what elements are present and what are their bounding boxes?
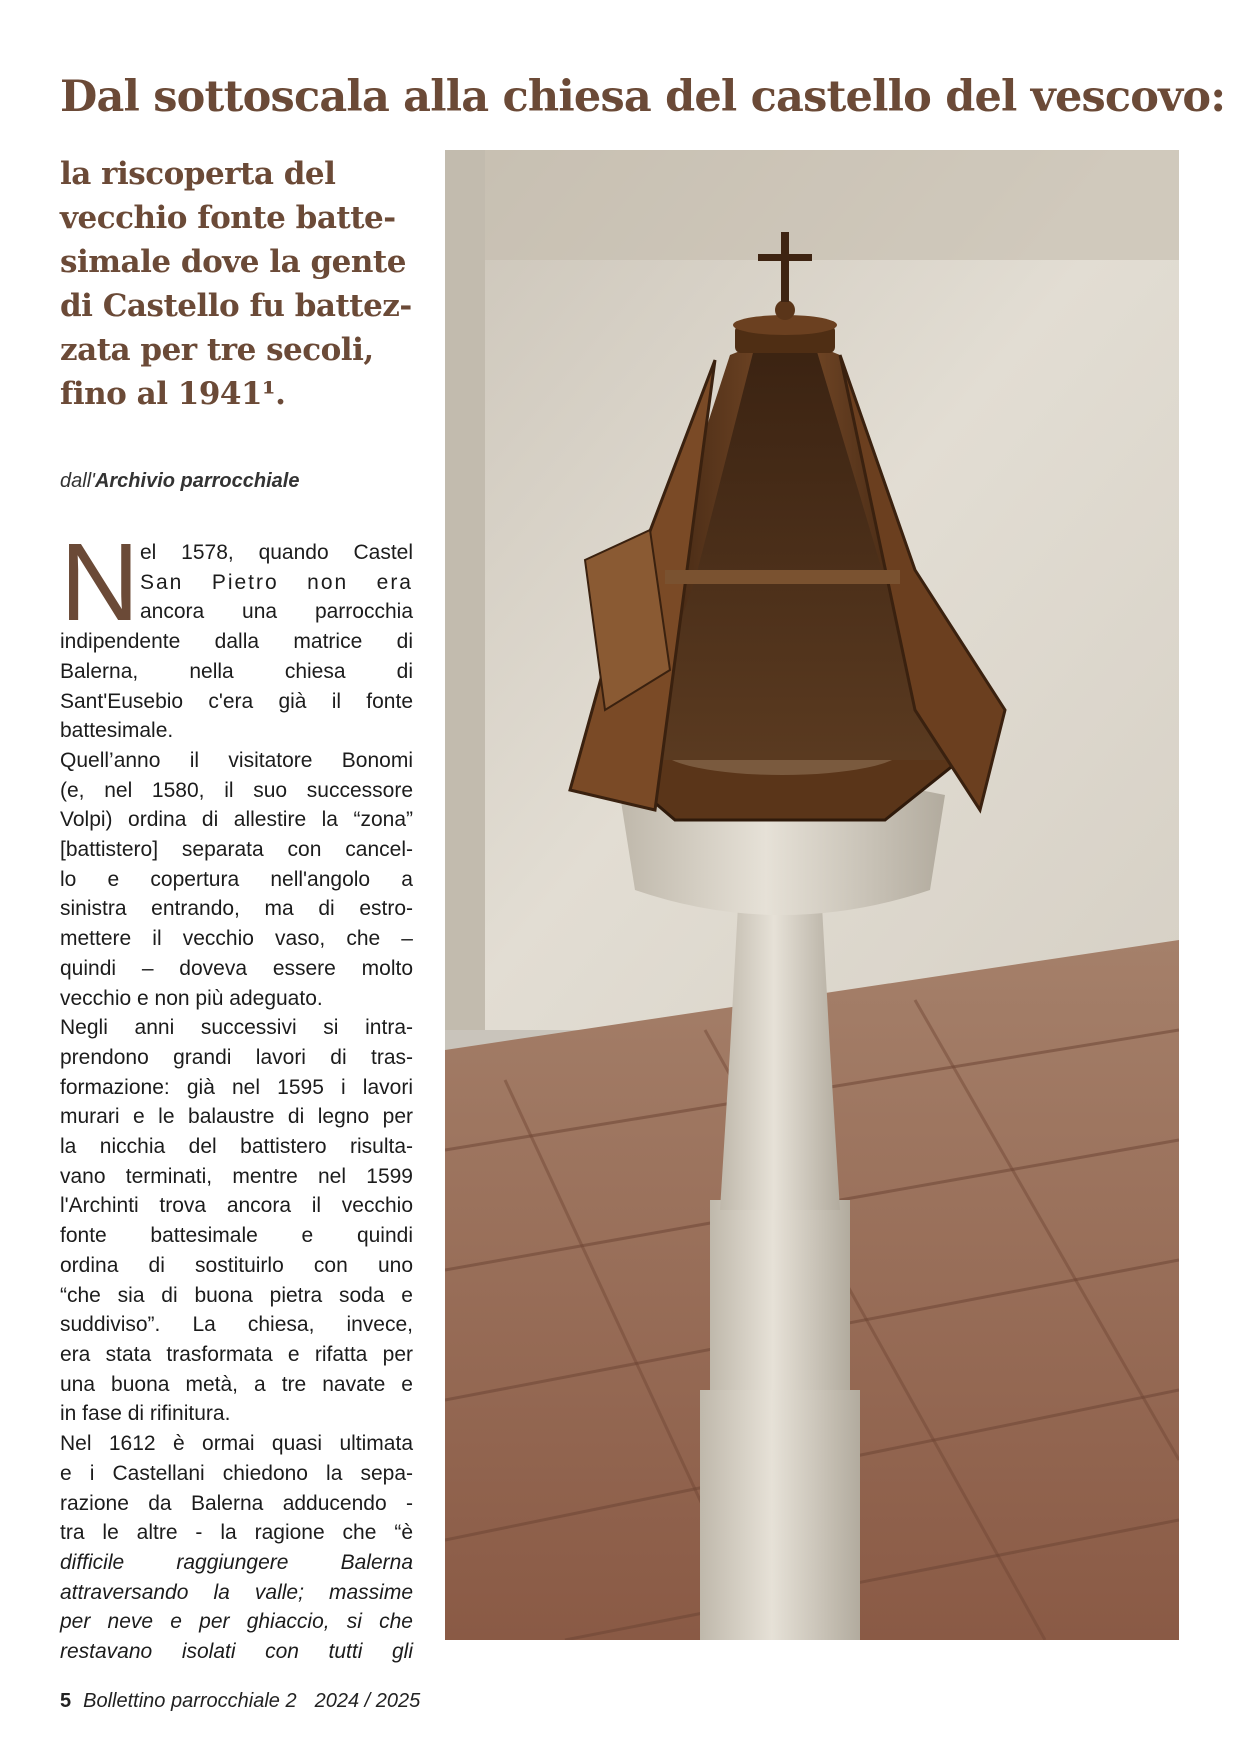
body-line: battesimale. — [60, 719, 174, 743]
body-line: ancora una parrocchia — [140, 600, 413, 624]
page-footer — [60, 1690, 420, 1713]
body-line: Nel 1612 è ormai quasi ultimata — [60, 1432, 413, 1456]
body-line: prendono grandi lavori di tras- — [60, 1045, 413, 1069]
body-line: ordina di sostituirlo con uno — [60, 1253, 413, 1277]
subtitle-line: di Castello fu battez- — [60, 288, 412, 324]
body-line: Sant'Eusebio c'era già il fonte — [60, 689, 413, 713]
body-line: lo e copertura nell'angolo a — [60, 867, 413, 891]
baptismal-font-photo — [445, 150, 1179, 1640]
body-line: mettere il vecchio vaso, che – — [60, 927, 413, 951]
body-line: una buona metà, a tre navate e — [60, 1372, 413, 1396]
body-line: difficile raggiungere Balerna — [60, 1550, 413, 1574]
body-line: quindi – doveva essere molto — [60, 956, 413, 980]
subtitle-line: vecchio fonte batte- — [60, 200, 396, 236]
body-line: la nicchia del battistero risulta- — [60, 1135, 413, 1159]
publication-name: Bollettino parrocchiale 2 — [83, 1690, 297, 1712]
body-line: in fase di rifinitura. — [60, 1402, 231, 1426]
body-line: el 1578, quando Castel — [140, 541, 413, 564]
body-line: San Pietro non era — [140, 570, 413, 594]
body-line: “che sia di buona pietra soda e — [60, 1283, 413, 1307]
subtitle-line: zata per tre secoli, — [60, 332, 374, 368]
body-line: vecchio e non più adeguato. — [60, 986, 323, 1010]
article-body — [60, 521, 413, 1667]
body-line: murari e le balaustre di legno per — [60, 1105, 413, 1129]
body-line: razione da Balerna adducendo - — [60, 1491, 413, 1515]
body-line: per neve e per ghiaccio, si che — [60, 1610, 413, 1634]
body-line: [battistero] separata con cancel- — [60, 838, 413, 862]
body-line: Negli anni successivi si intra- — [60, 1016, 413, 1040]
body-line: Volpi) ordina di allestire la “zona” — [60, 808, 413, 832]
body-line: indipendente dalla matrice di — [60, 630, 413, 654]
byline-prefix: dall' — [60, 470, 95, 492]
body-line: Quell’anno il visitatore Bonomi — [60, 748, 413, 772]
body-line: Balerna, nella chiesa di — [60, 659, 413, 683]
page-number: 5 — [60, 1690, 72, 1712]
publication-year: 2024 / 2025 — [314, 1690, 421, 1712]
byline-source: Archivio parrocchiale — [94, 470, 300, 492]
body-line: (e, nel 1580, il suo successore — [60, 778, 413, 802]
body-line: tra le altre - la ragione che “è — [60, 1521, 413, 1545]
body-line: sinistra entrando, ma di estro- — [60, 897, 413, 921]
body-line: era stata trasformata e rifatta per — [60, 1342, 413, 1366]
article-title: Dal sottoscala alla chiesa del castello del vescovo: — [60, 72, 1226, 122]
body-line: fonte battesimale e quindi — [60, 1224, 413, 1248]
body-line: suddiviso”. La chiesa, invece, — [60, 1313, 413, 1337]
body-line: restavano isolati con tutti gli — [60, 1640, 413, 1664]
body-line: vano terminati, mentre nel 1599 — [60, 1164, 413, 1188]
byline — [60, 470, 299, 493]
drop-cap: N — [60, 521, 140, 644]
body-line: e i Castellani chiedono la sepa- — [60, 1461, 413, 1485]
subtitle-line: la riscoperta del — [60, 156, 336, 192]
article-subtitle — [60, 152, 420, 416]
body-line: l'Archinti trova ancora il vecchio — [60, 1194, 413, 1218]
subtitle-line: fino al 1941¹. — [60, 376, 286, 412]
body-line: formazione: già nel 1595 i lavori — [60, 1075, 413, 1099]
body-line: attraversando la valle; massime — [60, 1580, 413, 1604]
subtitle-line: simale dove la gente — [60, 244, 406, 280]
